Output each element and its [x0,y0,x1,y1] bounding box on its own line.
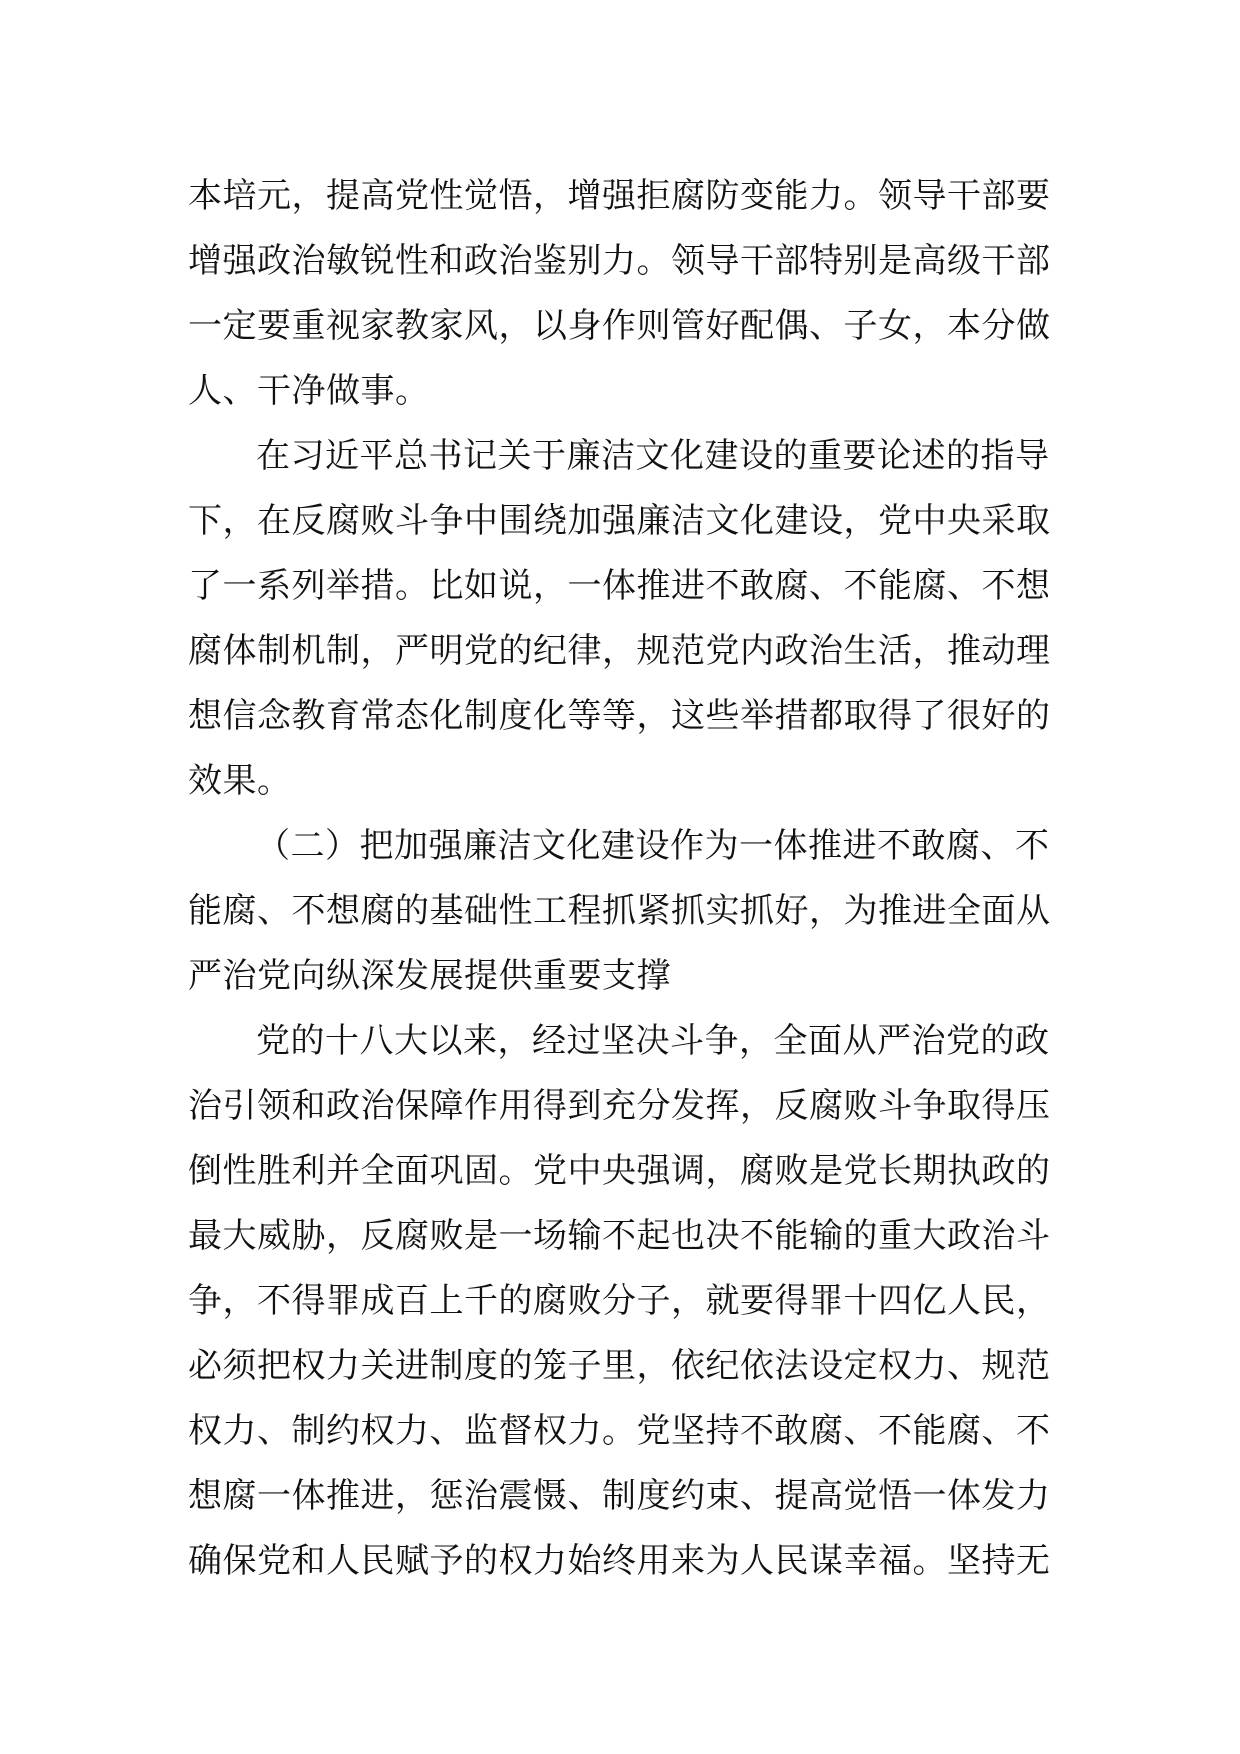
heading-line: 能腐、不想腐的基础性工程抓紧抓实抓好，为推进全面从 [188,891,1051,931]
text-line: 倒性胜利并全面巩固。党中央强调，腐败是党长期执政的 [188,1151,1051,1191]
text-line: 最大威胁，反腐败是一场输不起也决不能输的重大政治斗 [188,1216,1051,1256]
text-line: 人、干净做事。 [188,371,430,411]
text-line: 党的十八大以来，经过坚决斗争，全面从严治党的政 [256,1021,1050,1061]
paragraph-since-18th-congress [188,1009,1068,1594]
text-line: 效果。 [188,761,292,801]
text-line: 在习近平总书记关于廉洁文化建设的重要论述的指导 [256,436,1050,476]
text-line: 下，在反腐败斗争中围绕加强廉洁文化建设，党中央采取 [188,501,1051,541]
text-line: 一定要重视家教家风，以身作则管好配偶、子女，本分做 [188,306,1051,346]
paragraph-anticorruption-measures [188,424,1068,814]
heading-line: （二）把加强廉洁文化建设作为一体推进不敢腐、不 [256,826,1050,866]
text-line: 必须把权力关进制度的笼子里，依纪依法设定权力、规范 [188,1346,1051,1386]
text-line: 本培元，提高党性觉悟，增强拒腐防变能力。领导干部要 [188,176,1051,216]
text-line: 权力、制约权力、监督权力。党坚持不敢腐、不能腐、不 [188,1411,1051,1451]
paragraph-continued [188,164,1068,424]
section-heading [188,814,1068,1009]
text-line: 腐体制机制，严明党的纪律，规范党内政治生活，推动理 [188,631,1051,671]
text-line: 了一系列举措。比如说，一体推进不敢腐、不能腐、不想 [188,566,1051,606]
text-line: 治引领和政治保障作用得到充分发挥，反腐败斗争取得压 [188,1086,1051,1126]
heading-line: 严治党向纵深发展提供重要支撑 [188,956,671,996]
text-line: 增强政治敏锐性和政治鉴别力。领导干部特别是高级干部 [188,241,1051,281]
document-body [188,164,1068,1594]
text-line: 想信念教育常态化制度化等等，这些举措都取得了很好的 [188,696,1051,736]
text-line: 想腐一体推进，惩治震慑、制度约束、提高觉悟一体发力 [188,1476,1051,1516]
text-line: 争，不得罪成百上千的腐败分子，就要得罪十四亿人民， [188,1281,1051,1321]
text-line: 确保党和人民赋予的权力始终用来为人民谋幸福。坚持无 [188,1541,1051,1581]
